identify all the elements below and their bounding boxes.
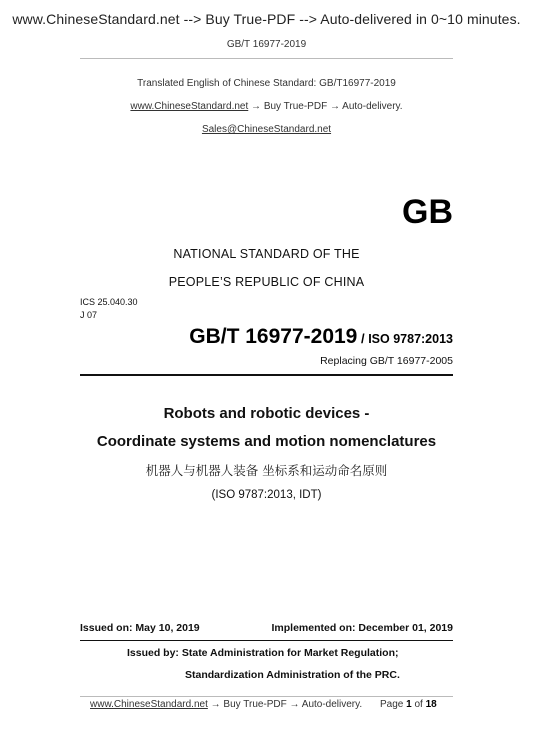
issuer-line2: Standardization Administration of the PRC.: [185, 669, 400, 681]
standard-slash: /: [357, 331, 369, 346]
top-banner: www.ChineseStandard.net --> Buy True-PDF --> Auto-delivered in 0~10 minutes.: [12, 11, 521, 27]
replacing-standard: Replacing GB/T 16977-2005: [320, 355, 453, 367]
title-line2: Coordinate systems and motion nomenclatures: [96, 433, 437, 450]
footer-link-rest: → Buy True-PDF → Auto-delivery.: [207, 699, 363, 710]
page-of: of: [411, 699, 426, 710]
page-indicator: [380, 699, 437, 710]
translation-link-line: [0, 101, 533, 112]
email-line: [0, 124, 533, 135]
page-total: 18: [425, 699, 437, 710]
footer-website-link[interactable]: www.ChineseStandard.net: [90, 699, 208, 710]
email-link[interactable]: Sales@ChineseStandard.net: [201, 124, 332, 135]
header-divider: [80, 58, 453, 59]
title-chinese: 机器人与机器人装备 坐标系和运动命名原则: [145, 463, 388, 478]
national-standard-line1: NATIONAL STANDARD OF THE: [173, 247, 360, 261]
national-standard-line2: PEOPLE’S REPUBLIC OF CHINA: [168, 275, 365, 289]
header-standard-code: GB/T 16977-2019: [226, 39, 307, 50]
classification-code: J 07: [80, 310, 98, 320]
title-line1: Robots and robotic devices -: [163, 405, 370, 422]
issuer-divider: [80, 640, 453, 641]
footer-divider: [80, 696, 453, 697]
standard-number-line: [189, 325, 453, 349]
website-link[interactable]: www.ChineseStandard.net: [130, 101, 249, 112]
implemented-date: Implemented on: December 01, 2019: [271, 622, 453, 634]
iso-equivalence: (ISO 9787:2013, IDT): [211, 489, 322, 501]
footer-link-line: [90, 699, 362, 710]
cover-divider: [80, 374, 453, 376]
ics-code: ICS 25.040.30: [80, 297, 138, 307]
page-label: Page: [380, 699, 407, 710]
gb-logo: GB: [402, 193, 453, 231]
issued-date: Issued on: May 10, 2019: [80, 622, 200, 634]
issuer-line1: Issued by: State Administration for Market Regulation;: [127, 647, 399, 659]
page-current: 1: [406, 699, 412, 710]
translation-link-rest: → Buy True-PDF → Auto-delivery.: [248, 101, 403, 112]
standard-number: GB/T 16977-2019: [189, 325, 358, 348]
iso-number: ISO 9787:2013: [368, 332, 453, 346]
translation-note: Translated English of Chinese Standard: GB/T16977-2019: [137, 78, 396, 89]
